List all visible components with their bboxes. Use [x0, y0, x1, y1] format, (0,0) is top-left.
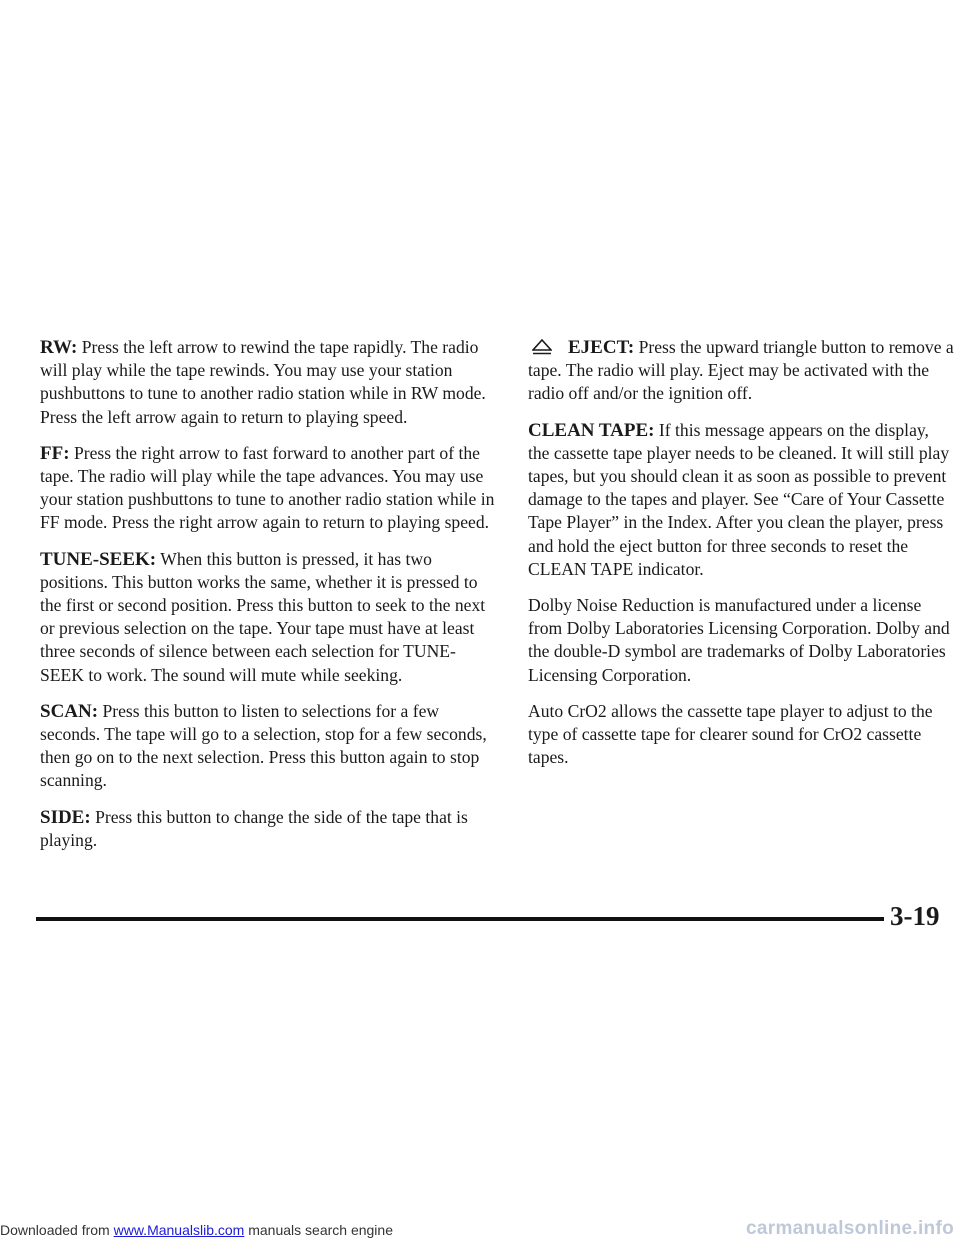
footer-suffix: manuals search engine — [244, 1222, 393, 1238]
footer-rule — [36, 917, 884, 921]
rw-paragraph — [40, 336, 495, 429]
scan-paragraph — [40, 700, 495, 793]
dolby-paragraph: Dolby Noise Reduction is manufactured under a license from Dolby Laboratories Licensing Corporation. Dolby and the double-D symbol are trademarks of Dolby Laboratories Licensing Corporation. — [528, 595, 950, 685]
footer-prefix: Downloaded from — [0, 1222, 114, 1238]
manualslib-link[interactable]: www.Manualslib.com — [113, 1222, 245, 1238]
clean-tape-paragraph — [528, 419, 954, 581]
auto-cro2-paragraph: Auto CrO2 allows the cassette tape player to adjust to the type of cassette tape for clearer sound for CrO2 cassette tapes. — [528, 700, 933, 768]
side-text: Press this button to change the side of the tape that is playing. — [40, 806, 468, 850]
rw-text: Press the left arrow to rewind the tape rapidly. The radio will play while the tape rewinds. You may use your station pushbuttons to tune to another radio station while in RW mode. Press the left arrow again to return to playing speed. — [40, 337, 486, 427]
side-paragraph — [40, 806, 495, 852]
eject-icon — [532, 339, 552, 355]
eject-text: Press the upward triangle button to remove a tape. The radio will play. Eject may be activated with the radio off and/or the ignition off. — [528, 337, 954, 404]
page-number: 3-19 — [890, 901, 940, 931]
side-term: SIDE: — [40, 806, 91, 828]
rw-term: RW: — [40, 337, 78, 358]
right-column — [528, 336, 954, 782]
tune-seek-term: TUNE-SEEK: — [40, 548, 157, 570]
download-footer — [0, 1220, 393, 1240]
scan-term: SCAN: — [40, 700, 99, 722]
eject-paragraph — [528, 336, 954, 406]
ff-text: Press the right arrow to fast forward to another part of the tape. The radio will play while the tape advances. You may use your station pushbuttons to tune to another radio station while in FF mode. Press the right arrow again to return to playing speed. — [40, 442, 495, 533]
tune-seek-paragraph — [40, 548, 495, 687]
ff-paragraph — [40, 442, 495, 535]
left-column — [40, 336, 495, 865]
clean-tape-term: CLEAN TAPE: — [528, 419, 655, 441]
scan-text: Press this button to listen to selections for a few seconds. The tape will go to a selection, stop for a few seconds, then go on to the next selection. Press this button again to stop scanning. — [40, 700, 487, 791]
tune-seek-text: When this button is pressed, it has two positions. This button works the same, whether it is pressed to the first or second position. Press this button to seek to the next or previous selection on the tape. Your tape must have at least three seconds of silence between each selection for TUNE-SEEK to work. The sound will mute while seeking. — [40, 548, 486, 685]
eject-term: EJECT: — [568, 337, 635, 358]
ff-term: FF: — [40, 442, 70, 464]
clean-tape-text: If this message appears on the display, the cassette tape player needs to be cleaned. It will still play tapes, but you should clean it as soon as possible to prevent damage to the tapes and player. See “Care of Your Cassette Tape Player” in the Index. After you clean the player, press and hold the eject button for three seconds to reset the CLEAN TAPE indicator. — [528, 419, 950, 579]
watermark: carmanualsonline.info — [746, 1218, 954, 1239]
